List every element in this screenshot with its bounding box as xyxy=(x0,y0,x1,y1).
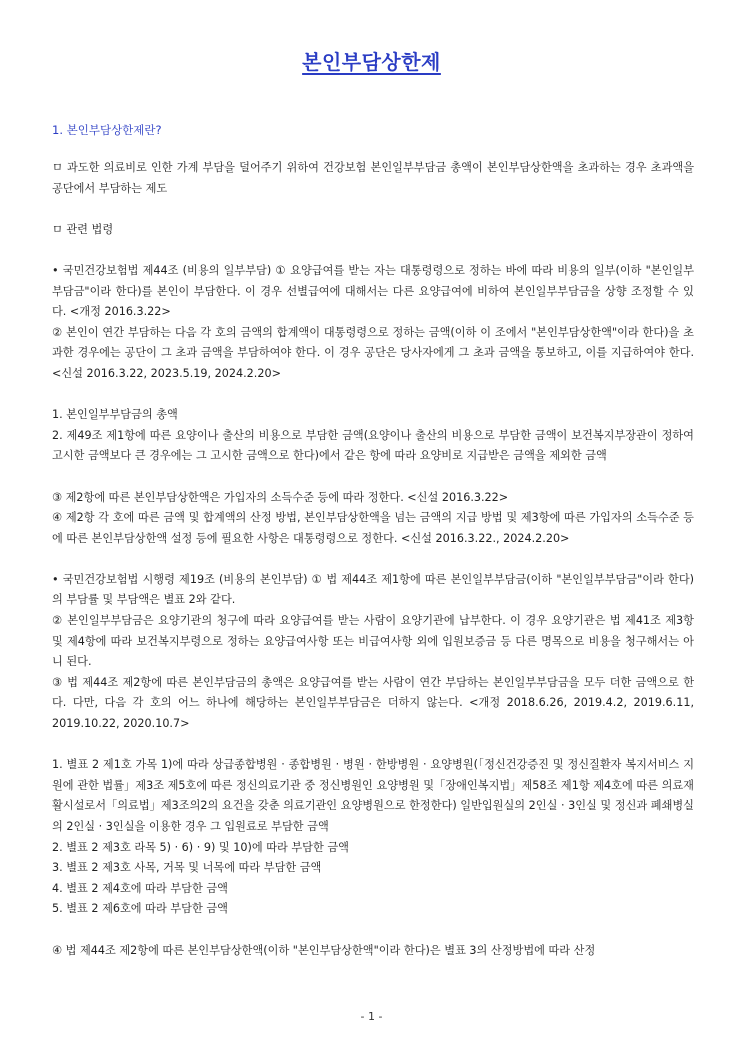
paragraph: ㅁ 관련 법령 xyxy=(52,222,114,236)
paragraph: 1. 본인일부부담금의 총액 xyxy=(52,408,178,422)
paragraph-gap xyxy=(52,467,694,488)
paragraph: • 국민건강보험법 제44조 (비용의 일부부담) ① 요양급여를 받는 자는 대통령령으로 정하는 바에 따라 비용의 일부(이하 "본인일부부담금"이라 한다)를 본인이 부담한다. 이 경우 선별급여에 대해서는 다른 요양급여에 비하여 본인일부부담금을 상향 조정할 수 있다. <개정 2016.3.22> xyxy=(52,263,694,319)
page-number: - 1 - xyxy=(360,1010,383,1023)
document-title: 본인부담상한제 xyxy=(302,50,441,74)
paragraph: • 국민건강보험법 시행령 제19조 (비용의 본인부담) ① 법 제44조 제1항에 따른 본인일부부담금(이하 "본인일부부담금"이라 한다)의 부담률 및 부담액은 별표 2와 같다. xyxy=(52,572,694,607)
paragraph: ③ 제2항에 따른 본인부담상한액은 가입자의 소득수준 등에 따라 정한다. <신설 2016.3.22> xyxy=(52,490,509,504)
paragraph: ② 본인이 연간 부담하는 다음 각 호의 금액의 합계액이 대통령령으로 정하는 금액(이하 이 조에서 "본인부담상한액"이라 한다)을 초과한 경우에는 공단이 그 초과 금액을 부담하여야 한다. 이 경우 공단은 당사자에게 그 초과 금액을 통보하고, 이를 지급하여야 한다. <신설 2016.3.22, 2023.5.19, 2024.2.20> xyxy=(52,325,694,380)
paragraph-gap xyxy=(52,240,694,261)
paragraph-gap xyxy=(52,199,694,220)
paragraph: ④ 제2항 각 호에 따른 금액 및 합계액의 산정 방법, 본인부담상한액을 넘는 금액의 지급 방법 및 제3항에 따른 가입자의 소득수준 등에 따른 본인부담상한액 설정 등에 필요한 사항은 대통령령으로 정한다. <신설 2016.3.22., 2024.2.20> xyxy=(52,511,694,545)
paragraph: ㅁ 과도한 의료비로 인한 가계 부담을 덜어주기 위하여 건강보험 본인일부부담금 총액이 본인부담상한액을 초과하는 경우 초과액을 공단에서 부담하는 제도 xyxy=(52,161,694,195)
paragraph: 3. 별표 2 제3호 사목, 거목 및 너목에 따라 부담한 금액 xyxy=(52,861,322,875)
paragraph: ② 본인일부부담금은 요양기관의 청구에 따라 요양급여를 받는 사람이 요양기관에 납부한다. 이 경우 요양기관은 법 제41조 제3항 및 제4항에 따라 보건복지부령으로 정하는 요양급여사항 또는 비급여사항 외에 입원보증금 등 다른 명목으로 비용을 청구해서는 아니 된다. xyxy=(52,614,694,669)
paragraph: 2. 제49조 제1항에 따른 요양이나 출산의 비용으로 부담한 금액(요양이나 출산의 비용으로 부담한 금액이 보건복지부장관이 정하여 고시한 금액보다 큰 경우에는 그 고시한 금액으로 한다)에서 같은 항에 따라 요양비로 지급받은 금액을 제외한 금액 xyxy=(52,428,694,463)
paragraph: 1. 별표 2 제1호 가목 1)에 따라 상급종합병원 · 종합병원 · 병원 · 한방병원 · 요양병원(「정신건강증진 및 정신질환자 복지서비스 지원에 관한 법률」제3조 제5호에 따른 정신의료기관 중 정신병원인 요양병원 및「장애인복지법」제58조 제1항 제4호에 따른 의료재활시설로서「의료법」제3조의2의 요건을 갖춘 의료기관인 요양병원으로 한정한다) 일반입원실의 2인실 · 3인실 및 정신과 폐쇄병실의 2인실 · 3인실을 이용한 경우 그 입원료로 부담한 금액 xyxy=(52,758,694,833)
paragraph-gap xyxy=(52,920,694,941)
paragraph: 4. 별표 2 제4호에 따라 부담한 금액 xyxy=(52,881,228,895)
paragraph: 5. 별표 2 제6호에 따라 부담한 금액 xyxy=(52,902,228,916)
paragraph: 2. 별표 2 제3호 라목 5) · 6) · 9) 및 10)에 따라 부담한 금액 xyxy=(52,840,349,854)
paragraph-gap xyxy=(52,385,694,406)
paragraph-gap xyxy=(52,735,694,756)
section-heading: 1. 본인부담상한제란? xyxy=(52,123,162,137)
paragraph: ③ 법 제44조 제2항에 따른 본인부담금의 총액은 요양급여를 받는 사람이 연간 부담하는 본인일부부담금을 모두 더한 금액으로 한다. 다만, 다음 각 호의 어느 하나에 해당하는 본인일부부담금은 더하지 않는다. <개정 2018.6.26, 2019.4.2, 2019.6.11, 2019.10.22, 2020.10.7> xyxy=(52,675,695,731)
paragraph: ④ 법 제44조 제2항에 따른 본인부담상한액(이하 "본인부담상한액"이라 한다)은 별표 3의 산정방법에 따라 산정 xyxy=(52,943,596,957)
document-body xyxy=(52,158,694,961)
paragraph-gap xyxy=(52,549,694,570)
